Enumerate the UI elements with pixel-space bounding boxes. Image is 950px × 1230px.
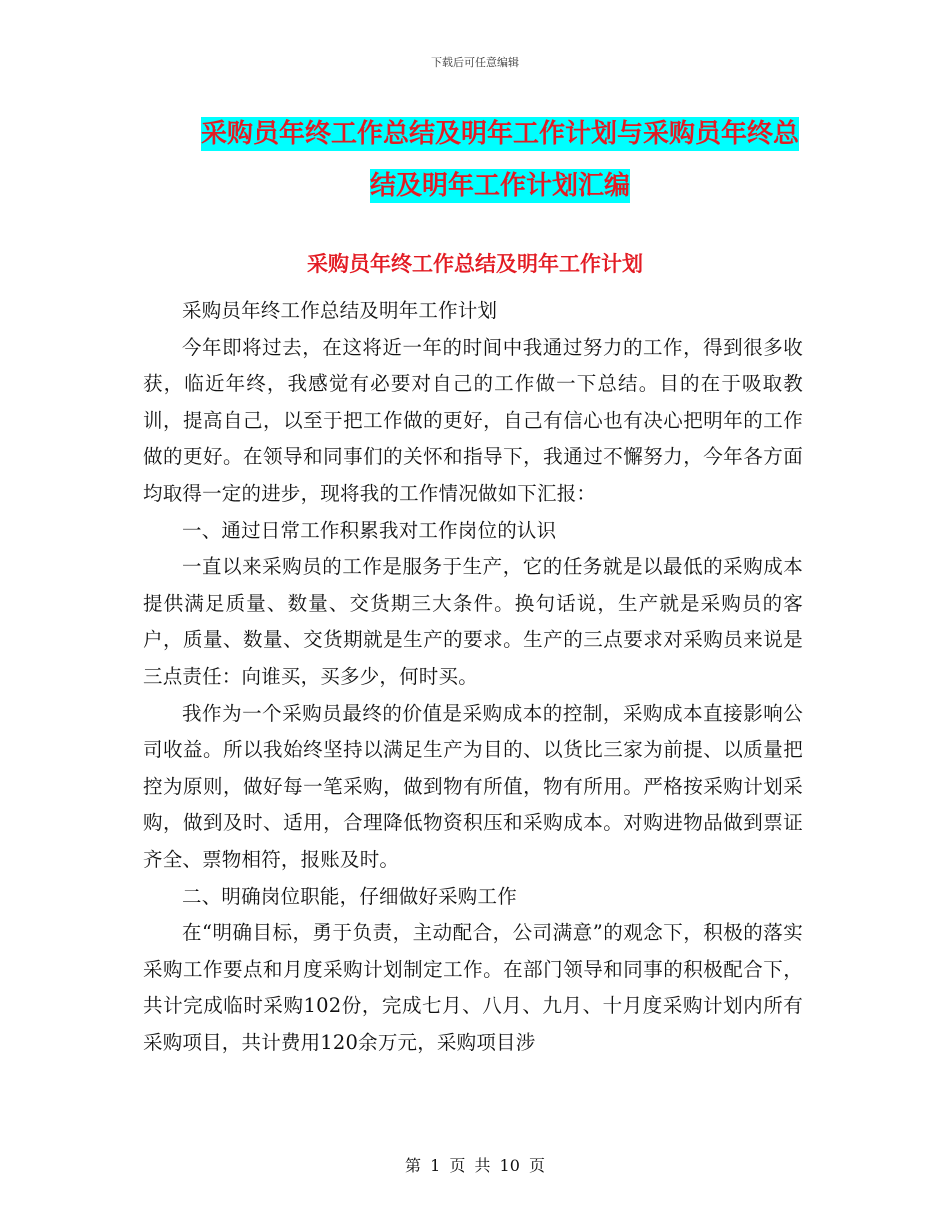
body-text (143, 293, 803, 1061)
section-title: 采购员年终工作总结及明年工作计划 (307, 252, 643, 276)
main-title (180, 108, 820, 212)
paragraph: 今年即将过去，在这将近一年的时间中我通过努力的工作，得到很多收获，临近年终，我感觉有必要对自己的工作做一下总结。目的在于吸取教训，提高自己，以至于把工作做的更好，自己有信心也有决心把明年的工作做的更好。在领导和同事们的关怀和指导下，我通过不懈努力，今年各方面均取得一定的进步，现将我的工作情况做如下汇报： (143, 335, 803, 505)
main-title-line2: 结及明年工作计划汇编 (369, 171, 630, 201)
header-note: 下载后可任意编辑 (431, 56, 519, 69)
paragraph: 我作为一个采购员最终的价值是采购成本的控制，采购成本直接影响公司收益。所以我始终坚持以满足生产为目的、以货比三家为前提、以质量把控为原则，做好每一笔采购，做到物有所值，物有所用。严格按采购计划采购，做到及时、适用，合理降低物资积压和采购成本。对购进物品做到票证齐全、票物相符，报账及时。 (143, 701, 803, 871)
paragraph: 二、明确岗位职能，仔细做好采购工作 (182, 884, 517, 908)
main-title-line1: 采购员年终工作总结及明年工作计划与采购员年终总 (200, 119, 799, 149)
paragraph: 采购员年终工作总结及明年工作计划 (182, 299, 498, 322)
paragraph: 一直以来采购员的工作是服务于生产，它的任务就是以最低的采购成本提供满足质量、数量、交货期三大条件。换句话说，生产就是采购员的客户，质量、数量、交货期就是生产的要求。生产的三点要求对采购员来说是三点责任：向谁买，买多少，何时买。 (143, 555, 803, 688)
paragraph: 在“明确目标，勇于负责，主动配合，公司满意”的观念下，积极的落实采购工作要点和月度采购计划制定工作。在部门领导和同事的积极配合下，共计完成临时采购102份，完成七月、八月、九月、十月度采购计划内所有采购项目，共计费用120余万元，采购项目涉 (143, 921, 803, 1054)
paragraph: 一、通过日常工作积累我对工作岗位的认识 (182, 518, 557, 542)
page-footer: 第 1 页 共 10 页 (405, 1156, 545, 1175)
